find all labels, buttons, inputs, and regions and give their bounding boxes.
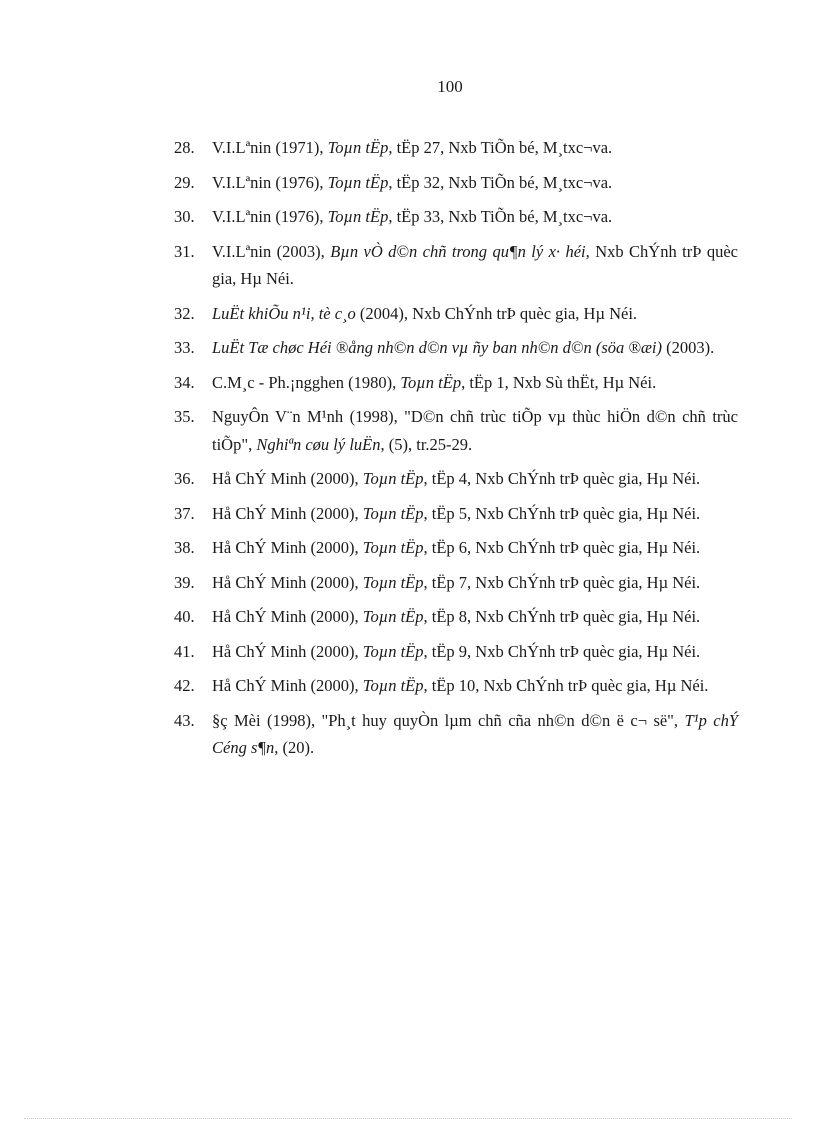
reference-title: Toµn tËp bbox=[400, 372, 462, 392]
reference-title: Toµn tËp bbox=[362, 676, 424, 695]
reference-item bbox=[134, 500, 738, 528]
reference-number: 40. bbox=[174, 607, 195, 626]
reference-item bbox=[134, 134, 738, 162]
reference-details: , tËp 27, Nxb TiÕn bé, M¸txc¬va. bbox=[388, 138, 613, 157]
reference-number: 30. bbox=[174, 207, 195, 226]
page-bottom-rule bbox=[24, 1118, 792, 1119]
reference-item bbox=[134, 569, 738, 597]
reference-item bbox=[134, 465, 738, 493]
reference-number: 31. bbox=[174, 241, 195, 261]
reference-number: 34. bbox=[174, 372, 195, 392]
reference-title: Toµn tËp bbox=[362, 641, 424, 661]
reference-item bbox=[134, 169, 738, 197]
page-number: 100 bbox=[437, 77, 463, 96]
reference-details: , tËp 5, Nxb ChÝnh trÞ quèc gia, Hµ Néi. bbox=[423, 503, 701, 523]
reference-item bbox=[134, 369, 738, 397]
reference-item bbox=[134, 203, 738, 231]
reference-number: 28. bbox=[174, 138, 195, 157]
reference-title: Toµn tËp bbox=[362, 538, 424, 557]
reference-title: LuËt Tæ chøc Héi ®ång nh©n d©n vµ ñy ban nh©n d©n (söa ®æi) bbox=[212, 338, 662, 357]
reference-title: Toµn tËp bbox=[362, 503, 424, 523]
reference-number: 29. bbox=[174, 172, 195, 192]
reference-author: §ç Mèi (1998), "Ph¸t huy quyÒn lµm chñ cña nh©n d©n ë c¬ së", bbox=[212, 710, 685, 730]
reference-author: V.I.Lªnin (1976), bbox=[212, 207, 328, 226]
reference-number: 42. bbox=[174, 676, 195, 695]
reference-item bbox=[134, 603, 738, 631]
reference-title: Toµn tËp bbox=[362, 572, 424, 592]
reference-author: Hå ChÝ Minh (2000), bbox=[212, 641, 363, 661]
reference-number: 39. bbox=[174, 572, 195, 592]
reference-author: Hå ChÝ Minh (2000), bbox=[212, 572, 363, 592]
reference-number: 37. bbox=[174, 503, 195, 523]
reference-details: , tËp 10, Nxb ChÝnh trÞ quèc gia, Hµ Néi. bbox=[423, 676, 709, 695]
reference-title: Nghiªn cøu lý luËn bbox=[256, 434, 381, 454]
reference-details: (2003). bbox=[662, 338, 715, 357]
reference-item bbox=[134, 672, 738, 700]
reference-item bbox=[134, 334, 738, 362]
reference-number: 36. bbox=[174, 469, 195, 488]
reference-title: Toµn tËp bbox=[362, 607, 424, 626]
reference-number: 41. bbox=[174, 641, 195, 661]
reference-number: 35. bbox=[174, 407, 195, 426]
reference-title: Bµn vÒ d©n chñ trong qu¶n lý x· héi, bbox=[330, 241, 590, 261]
reference-list bbox=[134, 134, 738, 769]
reference-item bbox=[134, 638, 738, 666]
reference-title: Toµn tËp bbox=[327, 172, 389, 192]
reference-number: 43. bbox=[174, 710, 195, 730]
reference-details: , tËp 7, Nxb ChÝnh trÞ quèc gia, Hµ Néi. bbox=[423, 572, 701, 592]
reference-item bbox=[134, 707, 738, 762]
reference-details: , (5), tr.25-29. bbox=[380, 434, 473, 454]
reference-title: T¹p chÝ Céng s¶n bbox=[212, 710, 739, 757]
reference-author: V.I.Lªnin (1971), bbox=[212, 138, 328, 157]
reference-author: Hå ChÝ Minh (2000), bbox=[212, 469, 363, 488]
reference-author: Hå ChÝ Minh (2000), bbox=[212, 503, 363, 523]
reference-details: , tËp 32, Nxb TiÕn bé, M¸txc¬va. bbox=[388, 172, 613, 192]
reference-details: , (20). bbox=[274, 738, 315, 757]
reference-details: (2004), Nxb ChÝnh trÞ quèc gia, Hµ Néi. bbox=[355, 303, 638, 323]
reference-item bbox=[134, 403, 738, 458]
reference-number: 38. bbox=[174, 538, 195, 557]
reference-author: C.M¸c - Ph.¡ngghen (1980), bbox=[212, 372, 401, 392]
reference-title: Toµn tËp bbox=[362, 469, 424, 488]
reference-item bbox=[134, 534, 738, 562]
reference-item bbox=[134, 238, 738, 293]
reference-details: Nxb ChÝnh trÞ quèc gia, Hµ Néi. bbox=[212, 241, 738, 288]
reference-details: , tËp 4, Nxb ChÝnh trÞ quèc gia, Hµ Néi. bbox=[423, 469, 701, 488]
reference-number: 33. bbox=[174, 338, 195, 357]
reference-author: V.I.Lªnin (2003), bbox=[212, 241, 331, 261]
reference-author: Hå ChÝ Minh (2000), bbox=[212, 676, 363, 695]
reference-details: , tËp 9, Nxb ChÝnh trÞ quèc gia, Hµ Néi. bbox=[423, 641, 701, 661]
reference-number: 32. bbox=[174, 303, 195, 323]
reference-title: Toµn tËp bbox=[327, 207, 389, 226]
reference-item bbox=[134, 300, 738, 328]
reference-details: , tËp 33, Nxb TiÕn bé, M¸txc¬va. bbox=[388, 207, 613, 226]
reference-details: , tËp 8, Nxb ChÝnh trÞ quèc gia, Hµ Néi. bbox=[423, 607, 701, 626]
reference-details: , tËp 1, Nxb Sù thËt, Hµ Néi. bbox=[461, 372, 657, 392]
reference-title: Toµn tËp bbox=[327, 138, 389, 157]
reference-details: , tËp 6, Nxb ChÝnh trÞ quèc gia, Hµ Néi. bbox=[423, 538, 701, 557]
reference-author: V.I.Lªnin (1976), bbox=[212, 172, 328, 192]
reference-author: Hå ChÝ Minh (2000), bbox=[212, 538, 363, 557]
reference-author: NguyÔn V¨n M¹nh (1998), "D©n chñ trùc tiÕp vµ thùc hiÖn d©n chñ trùc tiÕp", bbox=[212, 407, 738, 454]
reference-title: LuËt khiÕu n¹i, tè c¸o bbox=[212, 303, 356, 323]
reference-author: Hå ChÝ Minh (2000), bbox=[212, 607, 363, 626]
